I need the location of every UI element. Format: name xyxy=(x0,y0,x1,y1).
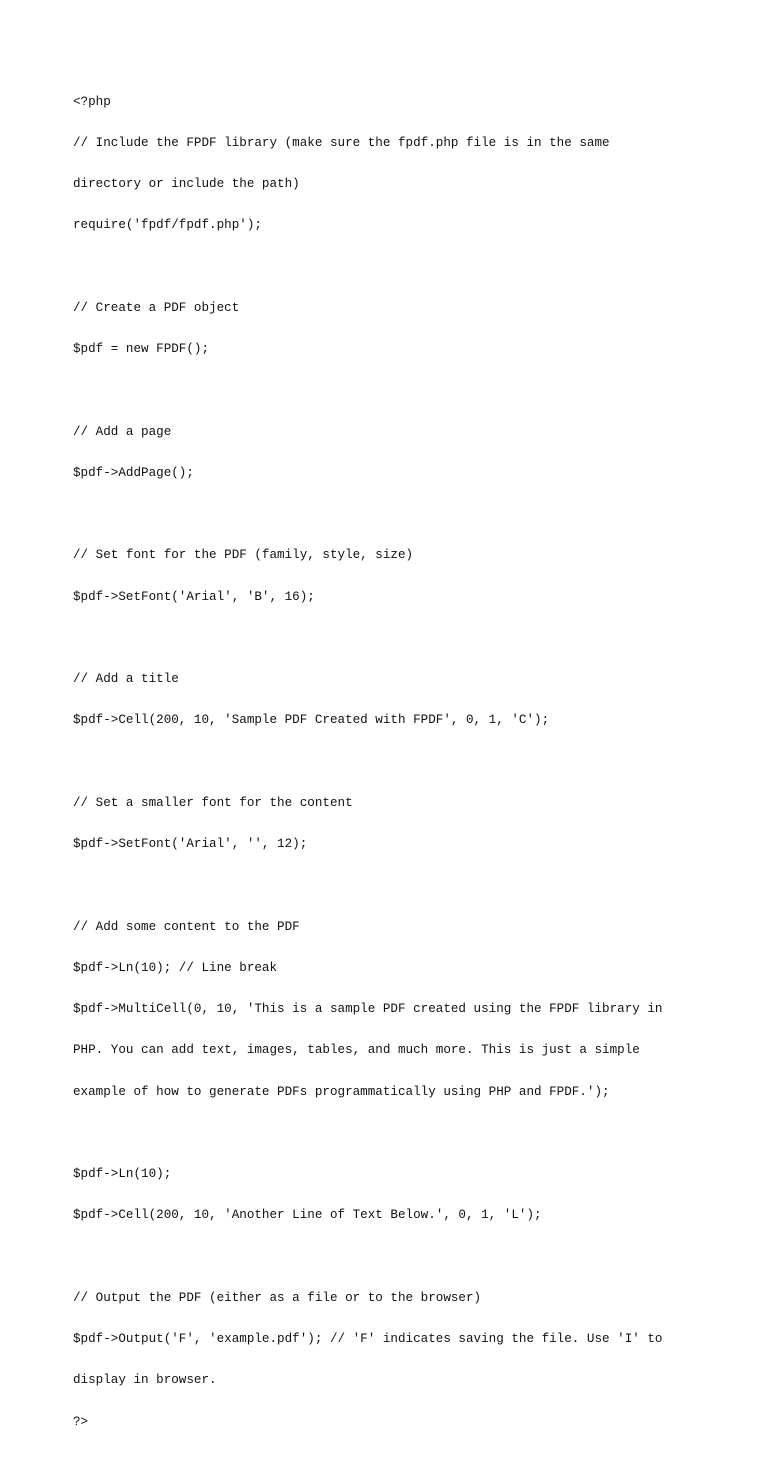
code-line: // Add some content to the PDF xyxy=(73,919,300,934)
code-line: // Add a title xyxy=(73,672,179,686)
blank-line xyxy=(73,261,693,275)
code-line: // Add a page xyxy=(73,424,172,439)
code-line: // Include the FPDF library (make sure the fpdf.php file is in the same xyxy=(73,135,610,150)
code-line: directory or include the path) xyxy=(73,177,300,191)
code-line: $pdf->MultiCell(0, 10, 'This is a sample PDF created using the FPDF library in xyxy=(73,1002,663,1016)
code-line: $pdf->Ln(10); xyxy=(73,1167,172,1181)
blank-line xyxy=(73,508,693,522)
code-line: $pdf->Cell(200, 10, 'Sample PDF Created with FPDF', 0, 1, 'C'); xyxy=(73,713,550,728)
blank-line xyxy=(73,1127,693,1141)
code-line: // Create a PDF object xyxy=(73,300,240,315)
php-code-block xyxy=(73,68,693,1457)
code-line: $pdf->SetFont('Arial', 'B', 16); xyxy=(73,589,315,604)
blank-line xyxy=(73,756,693,770)
code-line: // Set a smaller font for the content xyxy=(73,795,353,810)
code-line: ?> xyxy=(73,1414,89,1429)
code-line: require('fpdf/fpdf.php'); xyxy=(73,218,262,233)
code-line: example of how to generate PDFs programmatically using PHP and FPDF.'); xyxy=(73,1084,610,1099)
blank-line xyxy=(73,879,693,893)
blank-line xyxy=(73,384,693,398)
code-line: $pdf->Cell(200, 10, 'Another Line of Text Below.', 0, 1, 'L'); xyxy=(73,1208,542,1223)
code-line: $pdf = new FPDF(); xyxy=(73,342,210,356)
code-line: $pdf->Output('F', 'example.pdf'); // 'F' indicates saving the file. Use 'I' to xyxy=(73,1332,663,1346)
code-line: $pdf->AddPage(); xyxy=(73,465,194,480)
code-line: // Set font for the PDF (family, style, size) xyxy=(73,548,414,563)
code-line: $pdf->Ln(10); // Line break xyxy=(73,960,278,975)
code-line: $pdf->SetFont('Arial', '', 12); xyxy=(73,837,308,851)
blank-line xyxy=(73,1251,693,1265)
code-line: <?php xyxy=(73,94,111,109)
code-line: // Output the PDF (either as a file or to the browser) xyxy=(73,1290,482,1305)
code-line: PHP. You can add text, images, tables, and much more. This is just a simple xyxy=(73,1043,640,1058)
code-line: display in browser. xyxy=(73,1373,217,1388)
blank-line xyxy=(73,632,693,646)
